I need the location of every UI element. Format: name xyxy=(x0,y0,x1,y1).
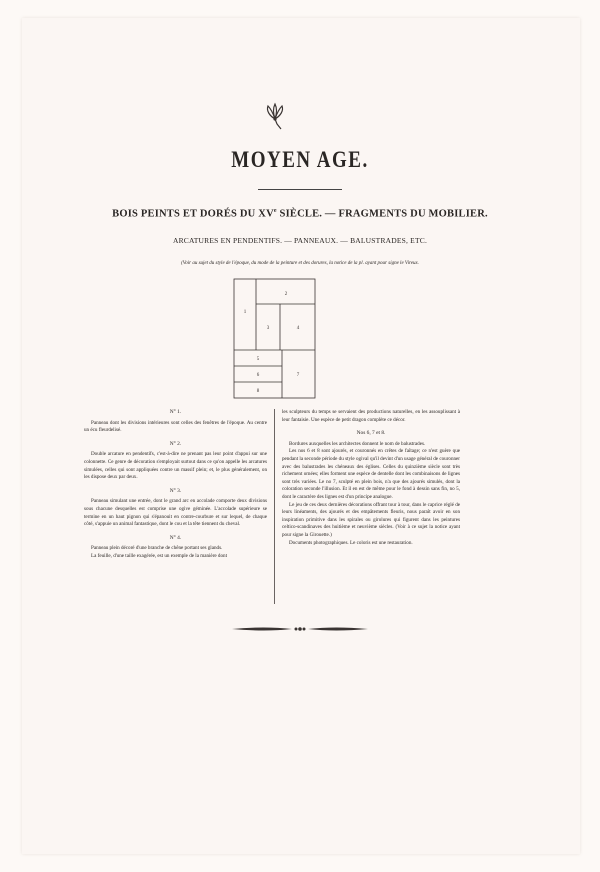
plate-layout-diagram xyxy=(232,278,318,400)
diagram-label-6: 6 xyxy=(256,373,260,378)
paragraph: Bordures auxquelles les architectes donnent le nom de balustrades. xyxy=(289,440,426,447)
plate-subtitle xyxy=(0,208,600,220)
section-heading: N° 4. xyxy=(169,534,182,541)
diagram-panel-1 xyxy=(234,279,315,398)
diagram-label-4: 4 xyxy=(296,326,300,331)
paragraph: Le jeu de ces deux dernières décorations offrant tour à tour, dans le caprice réglé de leurs linéaments, des ajourés et des empâtements fleuris, nous paraît avoir en son inspiration primitive dans les spirales ou girolures qui figurent dans les peintures celtico-scandinaves des huitième et neuvième siècles. (Voir à ce sujet la notice ayant pour signe la Girouette.) xyxy=(282,501,460,538)
diagram-label-8: 8 xyxy=(256,389,260,394)
diagram-label-2: 2 xyxy=(284,292,288,297)
paragraph: Panneau simulant une entrée, dont le grand arc en accolade comporte deux divisions sous chacune desquelles est comprise une ogive géminée. L'accolade supérieure se termine en un haut pignon qui s'épanouit en contre-courbure et sur lequel, de chaque côté, s'appuie un animal fantastique, dont le cou et la tête tiennent du cheval. xyxy=(84,498,267,528)
paragraph: Double arcature en pendentifs, c'est-à-dire ne prenant pas leur point d'appui sur une colonnette. Ce genre de décoration s'employait surtout dans ce qu'on appelle les arcatures simulées, celles qui sont appliquées contre un massif plein; et, le plus généralement, on les dispose deux par deux. xyxy=(84,451,267,481)
diagram-label-3: 3 xyxy=(266,326,270,331)
section-heading: N° 3. xyxy=(169,487,182,494)
paragraph: Panneau plein décoré d'une branche de chêne portant ses glands. xyxy=(91,545,223,552)
subtitle-main: BOIS PEINTS ET DORÉS DU XV xyxy=(112,208,274,220)
column-divider xyxy=(274,409,275,604)
diagram-label-1: 1 xyxy=(243,310,247,315)
paragraph: les sculpteurs du temps se servaient des productions naturelles, en les assouplissant à leur fantaisie. Une espèce de petit dragon complète ce décor. xyxy=(282,409,460,423)
end-ornament-icon xyxy=(230,624,370,634)
paragraph: Documents photographiques. Le coloris est une restauration. xyxy=(289,539,413,546)
plate-subtitle-secondary: ARCATURES EN PENDENTIFS. — PANNEAUX. — BALUSTRADES, ETC. xyxy=(172,236,428,245)
diagram-label-7: 7 xyxy=(296,373,300,378)
paragraph: Les nos 6 et 8 sont ajourés, et couronnés en crêtes de faîtage; ce n'est guère que pendant la seconde période du style ogival qu'il devint d'un usage général de couronner avec des balustrades les chéneaux des églises. Celles du quinzième siècle sont très richement ornées; elles forment une espèce de dentelle dont les combinaisons de lignes sont très variées. Le no 7, sculpté en plein bois, n'a que des ajourés simulés, dont la coloration seconde l'illusion. Et il en est de même pour le fond à dessin sans fin, no 5, dont le caractère des lignes est d'un principe analogue. xyxy=(282,448,460,500)
text-column-right xyxy=(282,409,460,547)
section-heading: Nos 6, 7 et 8. xyxy=(356,430,386,437)
paragraph: Panneau dont les divisions intérieures sont celles des fenêtres de l'époque. Au centre un écu fleurdelisé. xyxy=(84,419,267,434)
subtitle-sup: e xyxy=(273,208,277,214)
page-title: MOYEN AGE. xyxy=(231,147,369,173)
title-rule xyxy=(258,189,342,190)
subtitle-tail: SIÈCLE. — FRAGMENTS DU MOBILIER. xyxy=(276,208,488,220)
fleuron-ornament-icon xyxy=(262,102,288,130)
diagram-label-5: 5 xyxy=(256,357,260,362)
paragraph: La feuille, d'une taille exagérée, est un exemple de la manière dont xyxy=(91,552,227,559)
reference-note: (Voir au sujet du style de l'époque, du mode de la peinture et des dorures, la notice de la pl. ayant pour signe le Vireux. xyxy=(181,261,419,266)
section-heading: N° 1. xyxy=(169,409,182,415)
text-column-left xyxy=(84,409,267,561)
section-heading: N° 2. xyxy=(169,440,182,447)
